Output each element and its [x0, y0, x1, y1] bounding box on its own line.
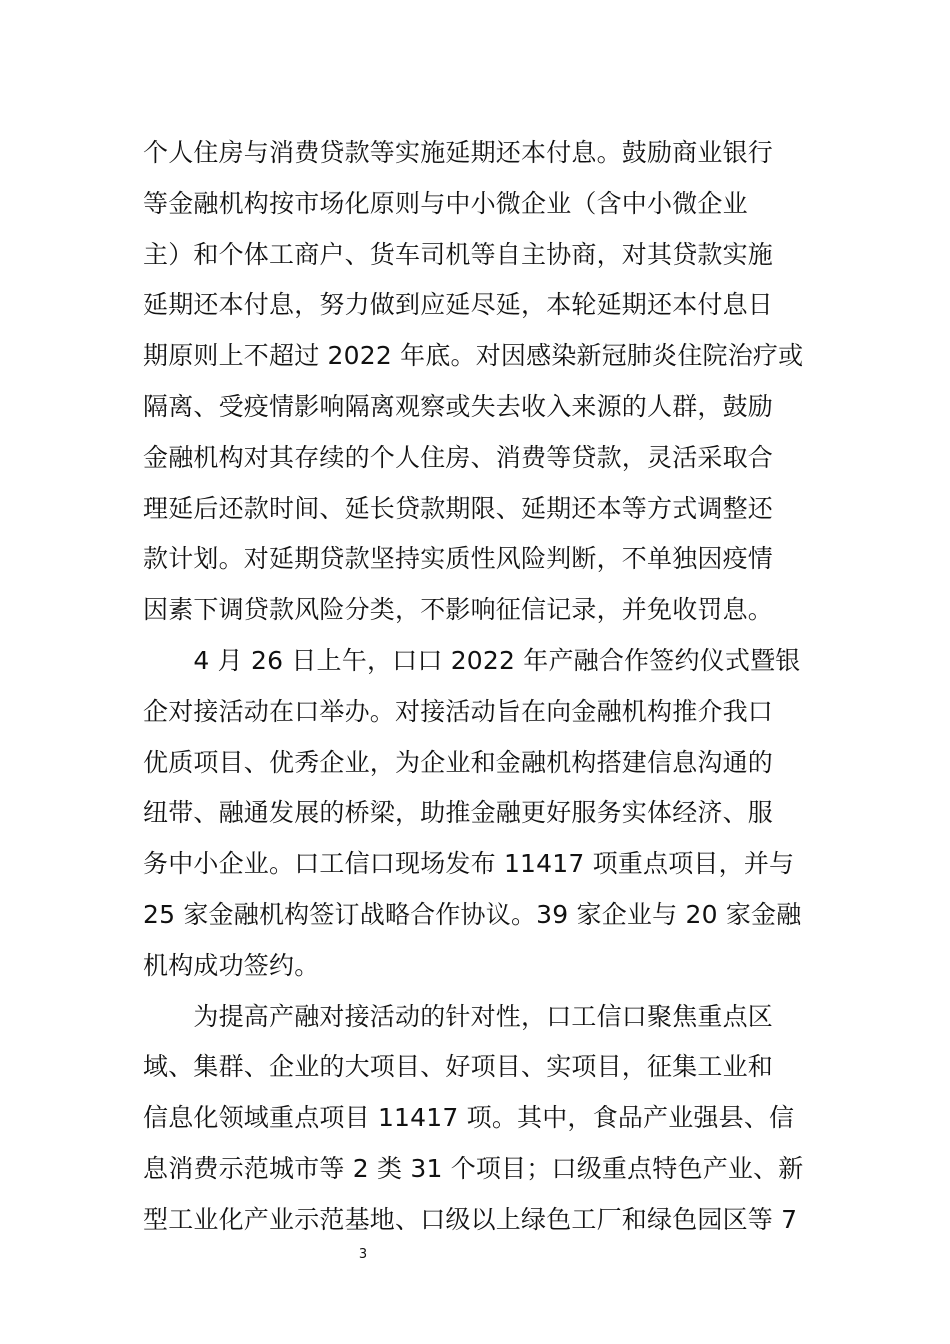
text-line: 延期还本付息，努力做到应延尽延，本轮延期还本付息日: [143, 290, 774, 320]
page-number-footer: [0, 1247, 950, 1262]
text-line: 机构成功签约。: [143, 950, 320, 980]
paragraph-3: [143, 992, 808, 1246]
text-line: 务中小企业。口工信口现场发布 11417 项重点项目，并与: [143, 849, 795, 879]
text-line: 个人住房与消费贷款等实施延期还本付息。鼓励商业银行: [143, 138, 774, 167]
text-line: 理延后还款时间、延长贷款期限、延期还本等方式调整还: [143, 493, 774, 523]
text-line: 等金融机构按市场化原则与中小微企业（含中小微企业: [143, 188, 748, 218]
text-line: 隔离、受疫情影响隔离观察或失去收入来源的人群，鼓励: [143, 391, 774, 421]
text-line: 优质项目、优秀企业，为企业和金融机构搭建信息沟通的: [143, 747, 774, 777]
text-line: 企对接活动在口举办。对接活动旨在向金融机构推介我口: [143, 696, 774, 726]
text-line: 为提高产融对接活动的针对性，口工信口聚焦重点区: [143, 1001, 774, 1031]
text-line: 25 家金融机构签订战略合作协议。39 家企业与 20 家金融: [143, 899, 802, 929]
text-line: 期原则上不超过 2022 年底。对因感染新冠肺炎住院治疗或: [143, 341, 804, 371]
text-line: 款计划。对延期贷款坚持实质性风险判断，不单独因疫情: [143, 544, 774, 574]
text-line: 信息化领域重点项目 11417 项。其中，食品产业强县、信: [143, 1103, 795, 1133]
document-body: [143, 128, 808, 1246]
text-line: 息消费示范城市等 2 类 31 个项目；口级重点特色产业、新: [143, 1153, 804, 1183]
page-number: 3: [358, 1247, 368, 1262]
text-line: 主）和个体工商户、货车司机等自主协商，对其贷款实施: [143, 239, 774, 269]
text-line: 型工业化产业示范基地、口级以上绿色工厂和绿色园区等 7: [143, 1204, 798, 1234]
text-line: 因素下调贷款风险分类，不影响征信记录，并免收罚息。: [143, 595, 774, 625]
paragraph-1: [143, 128, 808, 636]
text-line: 金融机构对其存续的个人住房、消费等贷款，灵活采取合: [143, 442, 774, 472]
text-line: 4 月 26 日上午，口口 2022 年产融合作签约仪式暨银: [143, 645, 801, 675]
text-line: 域、集群、企业的大项目、好项目、实项目，征集工业和: [143, 1052, 774, 1082]
paragraph-2: [143, 636, 808, 992]
text-line: 纽带、融通发展的桥梁，助推金融更好服务实体经济、服: [143, 798, 774, 828]
